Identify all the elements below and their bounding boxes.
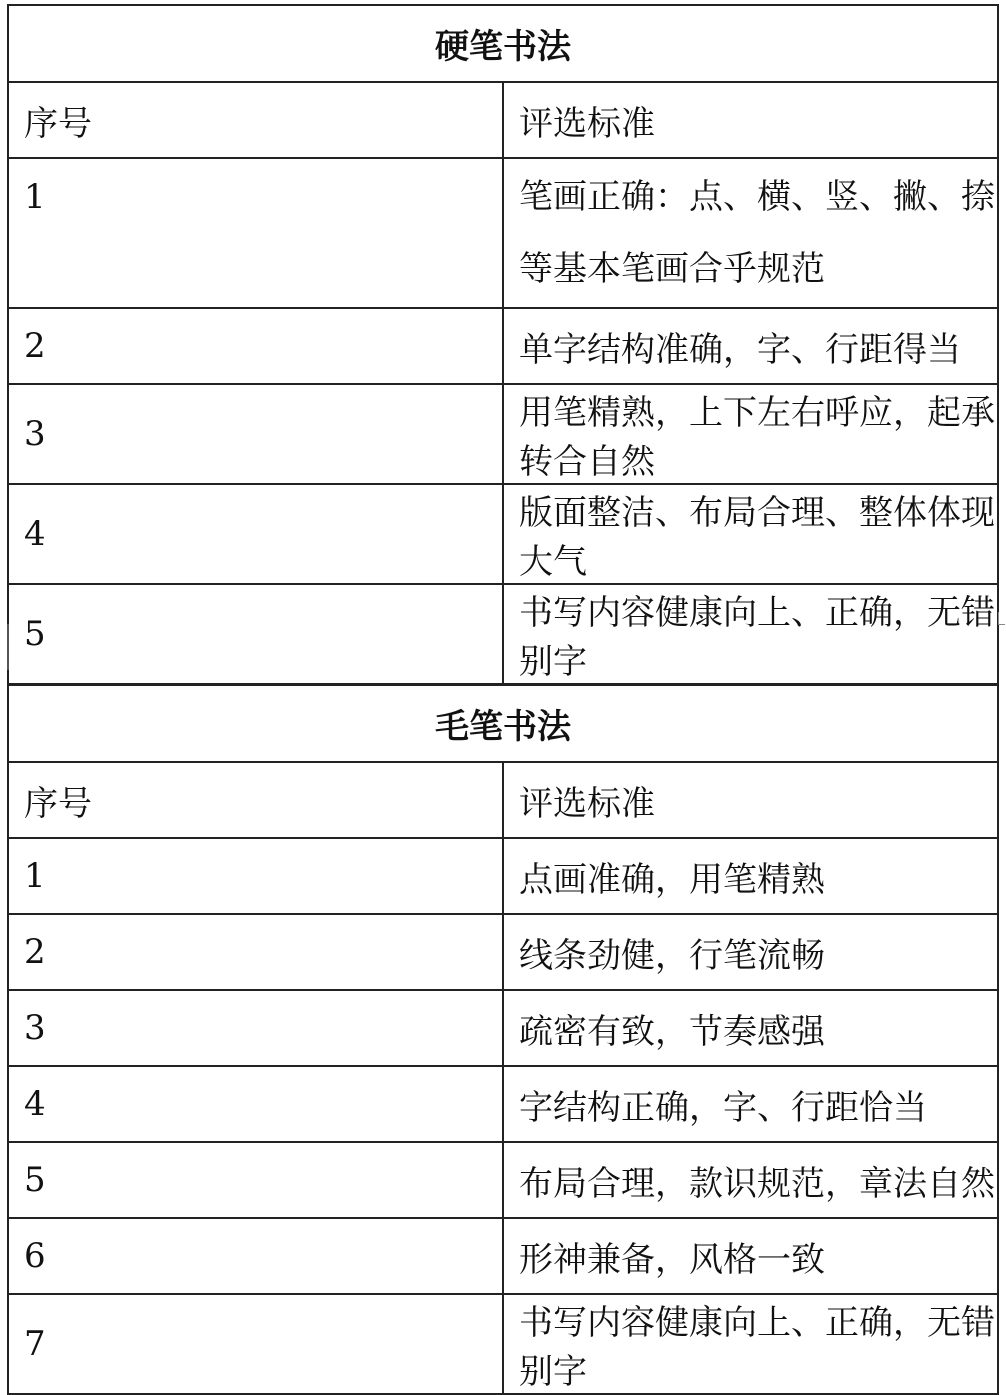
row-criteria: 字结构正确，字、行距恰当 [503,1066,998,1142]
row-index: 2 [8,308,503,384]
row-criteria: 单字结构准确，字、行距得当 [503,308,998,384]
row-index: 3 [8,990,503,1066]
row-criteria: 疏密有致，节奏感强 [503,990,998,1066]
row-index: 1 [8,158,503,308]
row-criteria: 线条劲健，行笔流畅 [503,914,998,990]
table-row [8,1066,998,1142]
table-row [8,1218,998,1294]
brush-table [7,684,999,1395]
table-row [8,484,998,584]
table-row [8,584,998,684]
row-index: 4 [8,1066,503,1142]
table-header-row [8,82,998,158]
table-title-row [8,685,998,762]
table-row [8,838,998,914]
row-index: 2 [8,914,503,990]
row-index: 5 [8,1142,503,1218]
row-criteria: 书写内容健康向上、正确，无错别字 [503,1294,998,1394]
table-end-marker [998,612,1005,625]
hard-pen-table [7,4,999,685]
table-row [8,914,998,990]
row-criteria: 笔画正确：点、横、竖、撇、捺等基本笔画合乎规范 [503,158,998,308]
row-index: 1 [8,838,503,914]
text-cursor [7,624,9,670]
table-header-row [8,762,998,838]
row-criteria: 形神兼备，风格一致 [503,1218,998,1294]
table-title: 硬笔书法 [8,5,998,82]
table-title: 毛笔书法 [8,685,998,762]
row-index: 4 [8,484,503,584]
row-criteria: 书写内容健康向上、正确，无错别字 [503,584,998,684]
table-row [8,1294,998,1394]
row-criteria: 布局合理，款识规范，章法自然 [503,1142,998,1218]
header-criteria: 评选标准 [503,762,998,838]
header-index: 序号 [8,82,503,158]
table-row [8,384,998,484]
table-row [8,990,998,1066]
table-row [8,158,998,308]
table-title-row [8,5,998,82]
header-index: 序号 [8,762,503,838]
header-criteria: 评选标准 [503,82,998,158]
table-row [8,308,998,384]
row-criteria: 用笔精熟，上下左右呼应，起承转合自然 [503,384,998,484]
row-index: 6 [8,1218,503,1294]
row-criteria: 版面整洁、布局合理、整体体现大气 [503,484,998,584]
row-index: 3 [8,384,503,484]
row-index: 5 [8,584,503,684]
row-criteria: 点画准确，用笔精熟 [503,838,998,914]
row-index: 7 [8,1294,503,1394]
table-row [8,1142,998,1218]
